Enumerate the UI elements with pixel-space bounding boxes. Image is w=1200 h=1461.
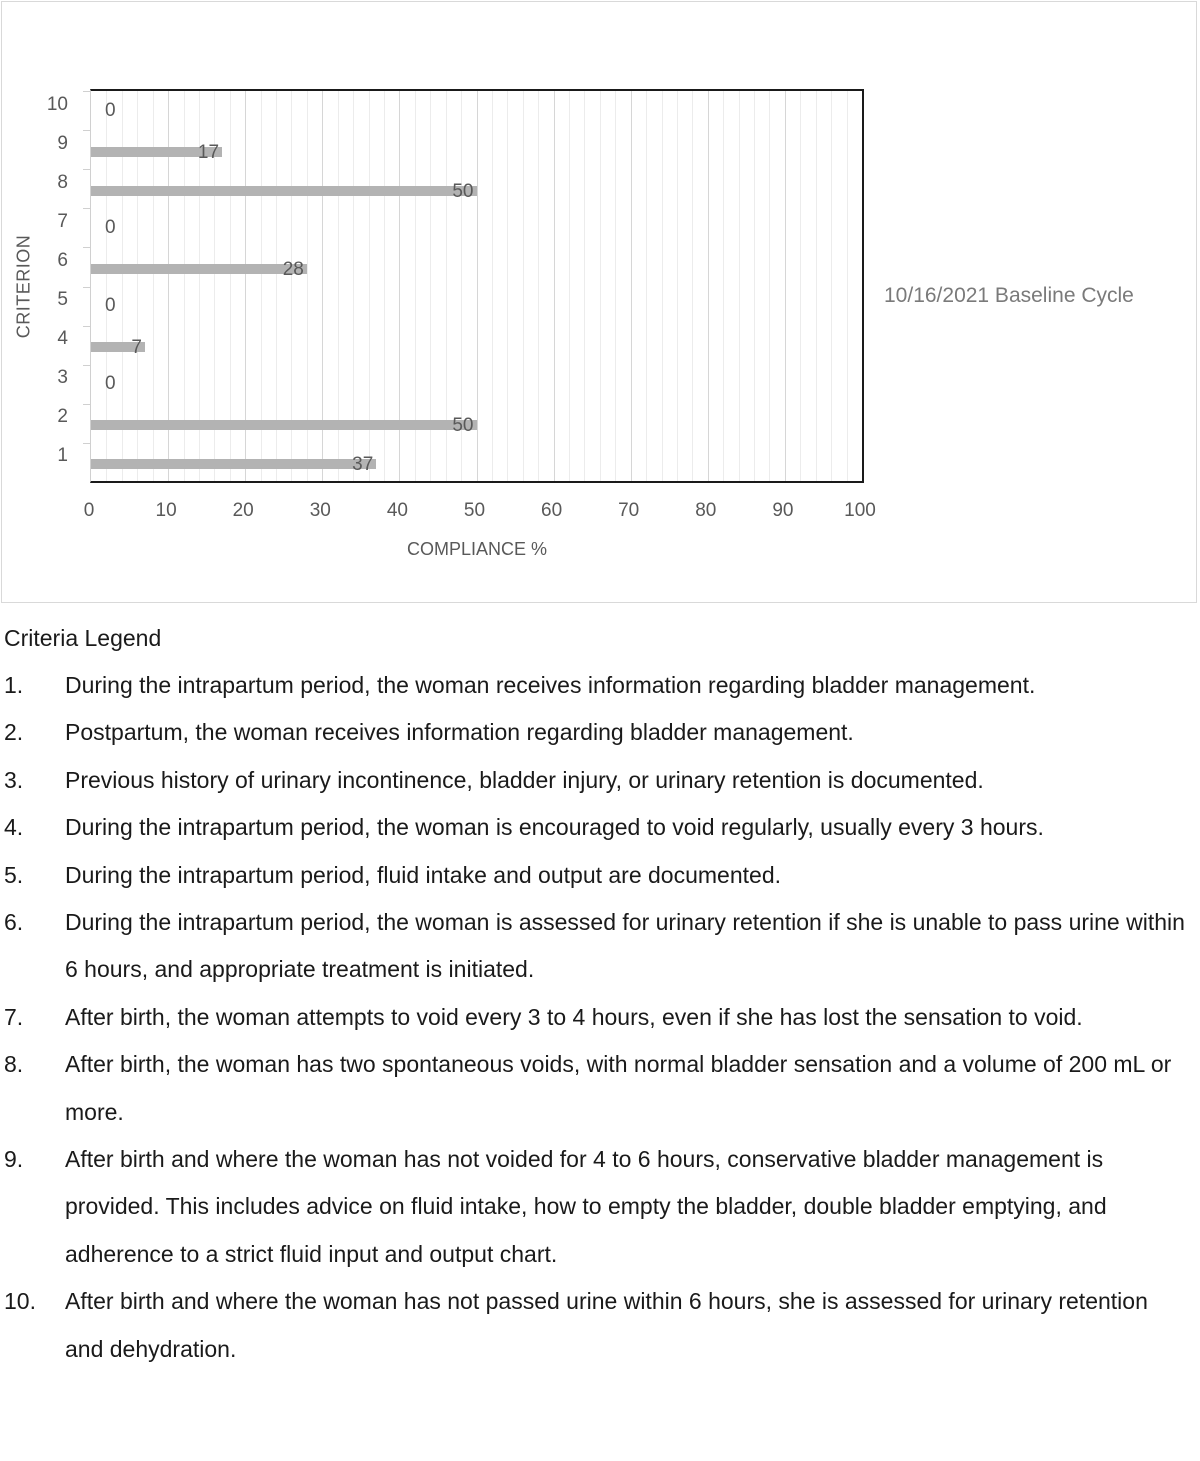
gridline <box>615 91 616 481</box>
y-axis-title: CRITERION <box>13 234 34 339</box>
gridline <box>584 91 585 481</box>
legend-item-text: After birth and where the woman has not voided for 4 to 6 hours, conservative bladder management is provided. This includes advice on fluid intake, how to empty the bladder, double bladder emptying, and adherence to a strict fluid input and output chart. <box>65 1146 1107 1267</box>
legend-title: Criteria Legend <box>4 625 162 651</box>
y-tick <box>83 365 91 366</box>
y-tick-label: 4 <box>57 328 68 350</box>
gridline <box>800 91 801 481</box>
gridline <box>554 91 555 481</box>
x-tick-label: 40 <box>386 500 408 521</box>
legend-item-number: 5. <box>4 861 24 888</box>
x-axis-title: COMPLIANCE % <box>406 539 548 559</box>
gridline <box>523 91 524 481</box>
legend-item <box>4 662 1196 709</box>
legend-item <box>4 757 1196 804</box>
bar-value-label: 17 <box>197 141 220 163</box>
bar-criterion-1 <box>91 459 376 469</box>
y-tick-label: 10 <box>46 93 68 115</box>
legend-item <box>4 1041 1196 1136</box>
bar-criterion-2 <box>91 420 477 430</box>
bar-value-label: 0 <box>105 373 116 395</box>
legend-item-number: 9. <box>4 1146 24 1173</box>
y-tick <box>83 326 91 327</box>
legend-item-number: 8. <box>4 1051 24 1078</box>
gridline <box>692 91 693 481</box>
y-tick <box>83 130 91 131</box>
gridline <box>477 91 478 481</box>
y-tick <box>83 208 91 209</box>
gridline <box>662 91 663 481</box>
legend-item-number: 10. <box>4 1288 36 1315</box>
y-tick <box>83 169 91 170</box>
bar-criterion-8 <box>91 186 477 196</box>
legend-item <box>4 1136 1196 1278</box>
legend-item-text: After birth, the woman attempts to void every 3 to 4 hours, even if she has lost the sensation to void. <box>65 1003 1083 1030</box>
y-tick-label: 3 <box>57 367 68 389</box>
bar-value-label: 0 <box>105 99 116 121</box>
legend-item-number: 6. <box>4 909 24 936</box>
bar-value-label: 7 <box>131 337 142 359</box>
legend-item <box>4 1278 1196 1373</box>
legend-item-text: During the intrapartum period, the woman is assessed for urinary retention if she is unable to pass urine within 6 hours, and appropriate treatment is initiated. <box>65 909 1185 983</box>
gridline <box>569 91 570 481</box>
gridline <box>492 91 493 481</box>
legend-item-text: During the intrapartum period, fluid intake and output are documented. <box>65 861 781 888</box>
x-tick-label: 70 <box>618 500 640 521</box>
gridline <box>831 91 832 481</box>
y-tick <box>83 404 91 405</box>
bar-criterion-6 <box>91 264 307 274</box>
gridline <box>739 91 740 481</box>
legend-item-text: Previous history of urinary incontinence, bladder injury, or urinary retention is documented. <box>65 766 984 793</box>
y-tick <box>83 443 91 444</box>
legend-item-number: 3. <box>4 766 24 793</box>
bar-value-label: 28 <box>282 258 304 280</box>
bar-value-label: 0 <box>105 295 116 317</box>
y-tick-label: 9 <box>57 132 68 154</box>
legend-list <box>4 662 1196 1373</box>
y-tick-label: 5 <box>57 289 68 311</box>
gridline <box>785 91 786 481</box>
x-tick-label: 0 <box>83 500 95 521</box>
y-tick-label: 2 <box>57 406 68 428</box>
plot-area <box>90 89 864 483</box>
y-tick <box>83 287 91 288</box>
x-tick-label: 20 <box>232 500 254 521</box>
bar-value-label: 0 <box>105 216 116 238</box>
y-tick-label: 1 <box>57 445 68 467</box>
gridline <box>646 91 647 481</box>
x-tick-label: 80 <box>695 500 717 521</box>
series-legend-label: 10/16/2021 Baseline Cycle <box>884 284 1134 307</box>
x-tick-label: 60 <box>541 500 563 521</box>
y-tick-label: 8 <box>57 171 68 193</box>
legend-item <box>4 804 1196 851</box>
legend-item-text: After birth, the woman has two spontaneous voids, with normal bladder sensation and a volume of 200 mL or more. <box>65 1051 1172 1125</box>
y-tick-label: 7 <box>57 210 68 232</box>
y-tick <box>83 247 91 248</box>
x-tick-label: 30 <box>309 500 331 521</box>
gridline <box>816 91 817 481</box>
y-tick <box>83 91 91 92</box>
legend-item-text: During the intrapartum period, the woman is encouraged to void regularly, usually every 3 hours. <box>65 814 1044 841</box>
gridline <box>631 91 632 481</box>
gridline <box>677 91 678 481</box>
x-tick-label: 100 <box>844 500 876 521</box>
legend-item-text: Postpartum, the woman receives information regarding bladder management. <box>65 719 854 746</box>
bar-value-label: 50 <box>452 180 474 202</box>
gridline <box>847 91 848 481</box>
x-tick-label: 50 <box>463 500 486 521</box>
criteria-legend <box>4 622 1196 1373</box>
legend-item-number: 7. <box>4 1003 24 1030</box>
legend-item <box>4 852 1196 899</box>
legend-item <box>4 709 1196 756</box>
gridline <box>708 91 709 481</box>
gridline <box>769 91 770 481</box>
legend-item <box>4 994 1196 1041</box>
bar-value-label: 50 <box>452 415 474 437</box>
legend-item <box>4 899 1196 994</box>
y-tick-label: 6 <box>57 249 68 271</box>
chart-frame <box>1 1 1197 603</box>
x-tick-label: 90 <box>772 500 794 521</box>
gridline <box>754 91 755 481</box>
gridline <box>723 91 724 481</box>
legend-item-text: During the intrapartum period, the woman receives information regarding bladder management. <box>65 672 1036 698</box>
gridline <box>600 91 601 481</box>
legend-item-number: 4. <box>4 814 24 841</box>
x-tick-label: 10 <box>155 500 177 521</box>
gridline <box>507 91 508 481</box>
gridline <box>538 91 539 481</box>
legend-item-number: 2. <box>4 719 24 746</box>
legend-item-number: 1. <box>4 672 24 698</box>
bar-value-label: 37 <box>352 454 374 476</box>
legend-item-text: After birth and where the woman has not passed urine within 6 hours, she is assessed for urinary retention and dehydration. <box>65 1288 1148 1362</box>
